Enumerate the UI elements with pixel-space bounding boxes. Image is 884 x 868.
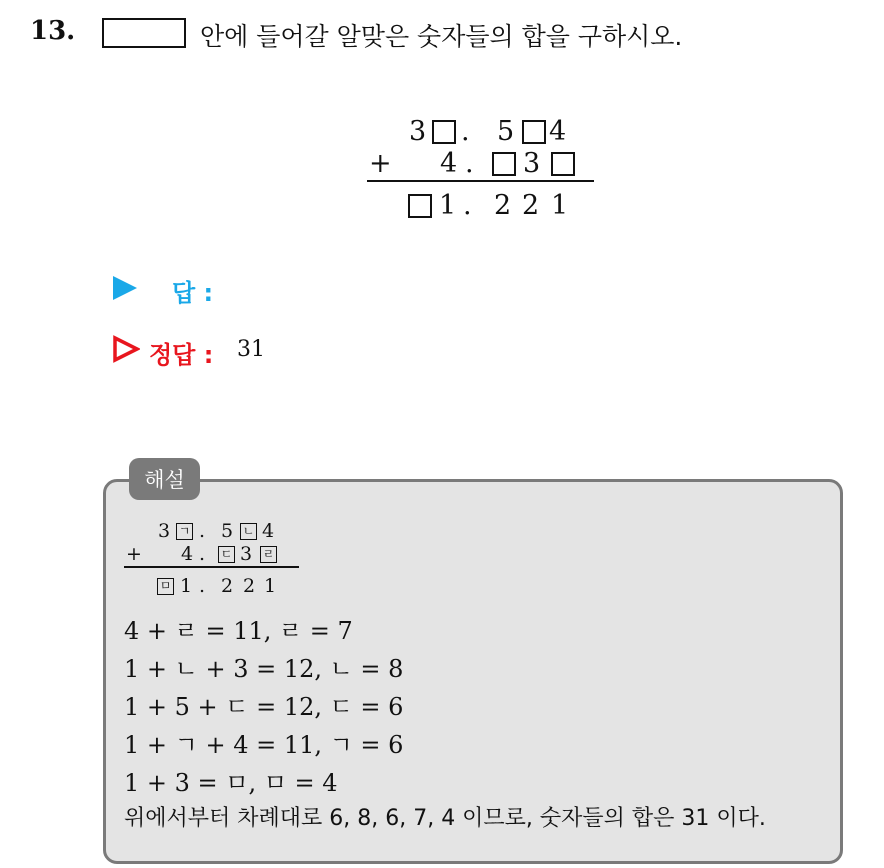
digit: 4 [440, 148, 458, 179]
digit: 5 [497, 116, 515, 147]
correct-answer-label: 정답 : [149, 341, 214, 369]
solution-problem-row-2 [0, 545, 884, 565]
blank-square [492, 152, 516, 176]
solution-line: 1 + ㄴ + 3 = 12, ㄴ = 8 [124, 655, 404, 683]
digit: 4 [549, 116, 567, 147]
digit: 1 [439, 190, 457, 221]
plus-sign: + [126, 543, 142, 565]
correct-answer-value: 31 [237, 337, 265, 362]
answer-label: 답 : [172, 279, 214, 307]
solution-sum-line [124, 566, 299, 568]
label-box: ㄴ [240, 523, 257, 540]
decimal-point: . [463, 190, 472, 221]
blank-box [102, 18, 186, 48]
question-number: 13. [30, 16, 76, 46]
decimal-point: . [461, 116, 470, 147]
solution-problem-row-1 [0, 522, 884, 542]
blank-square [408, 194, 432, 218]
solution-tag: 해설 [129, 458, 200, 500]
digit: 3 [409, 116, 427, 147]
digit: 3 [158, 520, 171, 542]
label-box: ㅁ [157, 578, 174, 595]
digit: 3 [523, 148, 541, 179]
label-box: ㄱ [176, 523, 193, 540]
solution-line: 1 + ㄱ + 4 = 11, ㄱ = 6 [124, 731, 404, 759]
problem-row-1 [0, 118, 884, 148]
solution-line: 4 + ㄹ = 11, ㄹ = 7 [124, 617, 353, 645]
decimal-point: . [199, 575, 206, 597]
solution-line: 1 + 3 = ㅁ, ㅁ = 4 [124, 769, 338, 797]
digit: 4 [262, 520, 275, 542]
question-text: 안에 들어갈 알맞은 숫자들의 합을 구하시오. [200, 22, 683, 51]
solution-problem-row-3 [0, 577, 884, 597]
blank-square [551, 152, 575, 176]
digit: 2 [243, 575, 256, 597]
blank-square [432, 120, 456, 144]
plus-sign: + [369, 148, 392, 179]
decimal-point: . [465, 148, 474, 179]
decimal-point: . [199, 543, 206, 565]
sum-line [367, 180, 594, 182]
label-box: ㄹ [260, 546, 277, 563]
answer-arrow-icon [113, 276, 137, 300]
digit: 1 [551, 190, 569, 221]
decimal-point: . [199, 520, 206, 542]
digit: 3 [240, 543, 253, 565]
digit: 4 [181, 543, 194, 565]
blank-square [522, 120, 546, 144]
problem-row-3 [0, 192, 884, 222]
digit: 2 [221, 575, 234, 597]
digit: 2 [494, 190, 512, 221]
correct-arrow-icon [112, 335, 140, 363]
label-box: ㄷ [218, 546, 235, 563]
problem-row-2 [0, 150, 884, 180]
solution-conclusion: 위에서부터 차례대로 6, 8, 6, 7, 4 이므로, 숫자들의 합은 31 이다. [124, 806, 766, 831]
solution-line: 1 + 5 + ㄷ = 12, ㄷ = 6 [124, 693, 404, 721]
digit: 1 [180, 575, 193, 597]
digit: 5 [221, 520, 234, 542]
digit: 1 [264, 575, 277, 597]
digit: 2 [522, 190, 540, 221]
